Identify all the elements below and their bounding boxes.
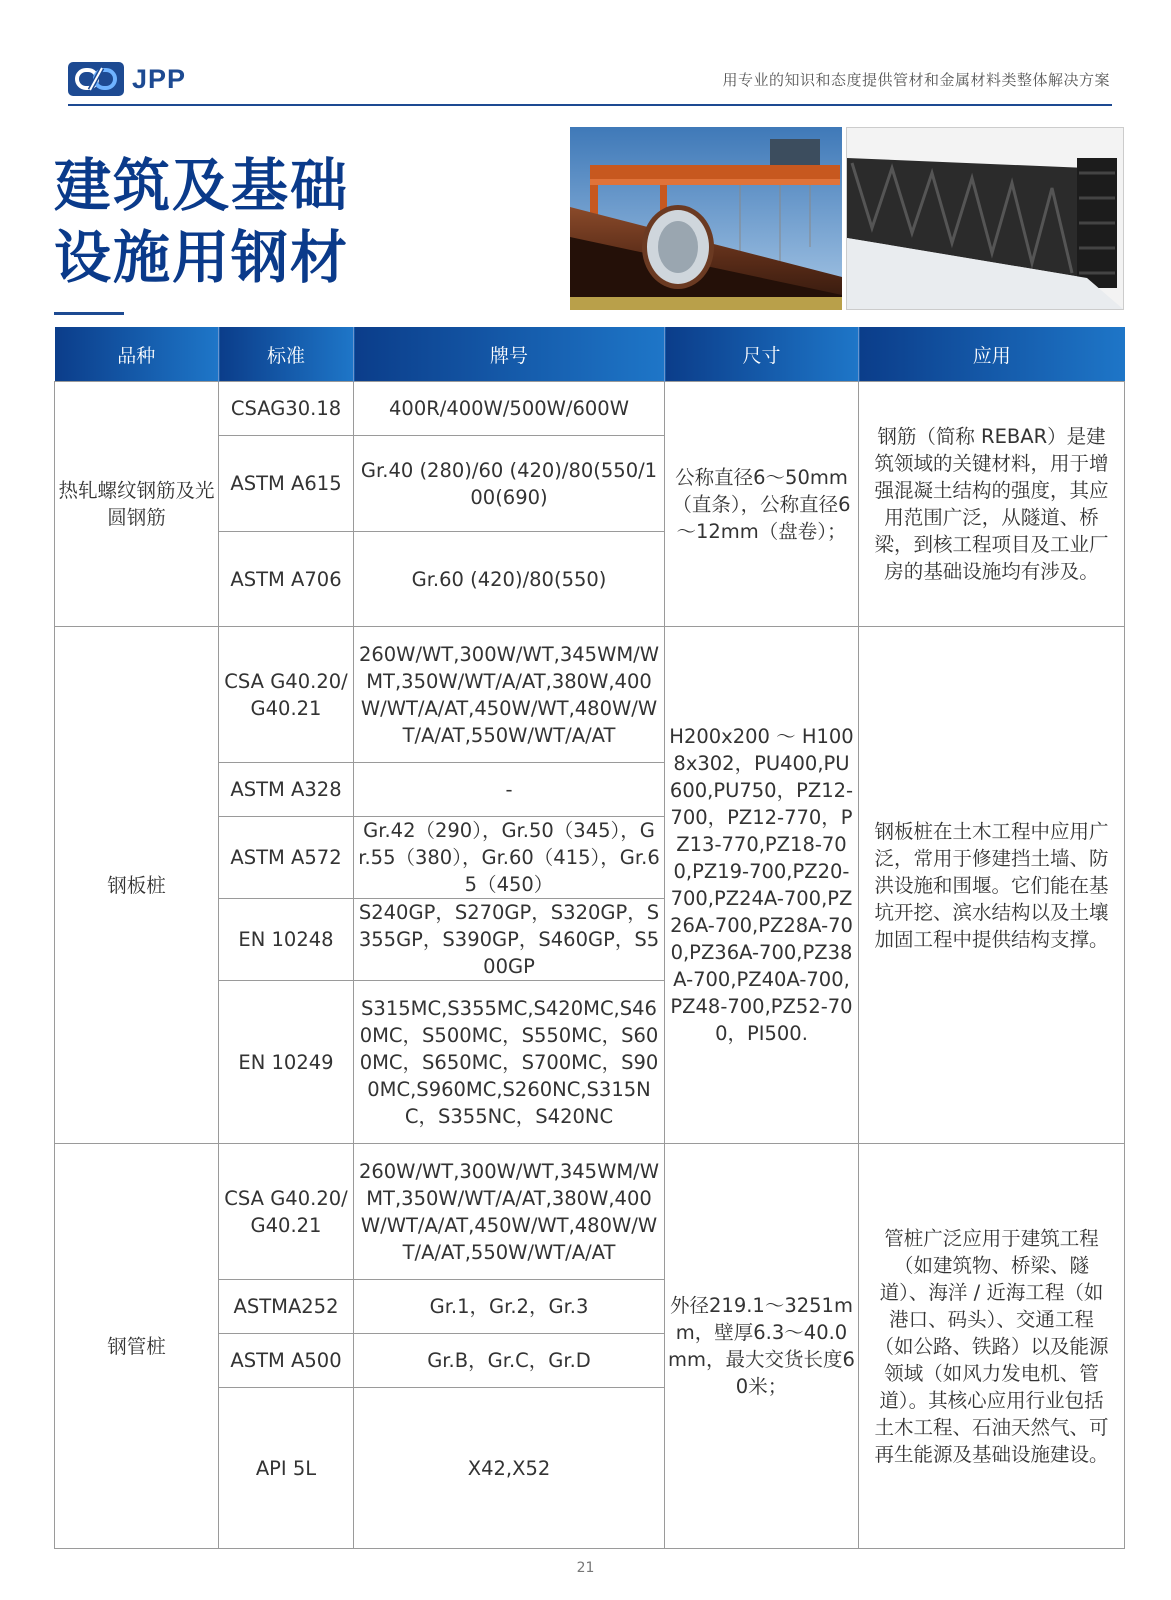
variety-cell: 钢管桩 <box>55 1144 219 1549</box>
standard-cell: ASTM A328 <box>219 763 354 817</box>
title-line-1: 建筑及基础 <box>54 153 349 219</box>
standard-cell: ASTM A500 <box>219 1334 354 1388</box>
header-variety: 品种 <box>55 327 219 382</box>
standard-cell: EN 10249 <box>219 981 354 1144</box>
grade-cell: Gr.60 (420)/80(550) <box>354 532 665 627</box>
grade-cell: - <box>354 763 665 817</box>
title-line-2: 设施用钢材 <box>54 225 349 291</box>
grade-cell: Gr.1，Gr.2，Gr.3 <box>354 1280 665 1334</box>
standard-cell: API 5L <box>219 1388 354 1549</box>
jpp-logo-icon <box>68 62 124 96</box>
size-cell: 外径219.1～3251mm，壁厚6.3～40.0mm，最大交货长度60米； <box>665 1144 859 1549</box>
table-row <box>55 627 1125 763</box>
grade-cell: S240GP，S270GP，S320GP，S355GP，S390GP，S460GP，S500GP <box>354 899 665 981</box>
size-cell: H200x200 ～ H1008x302，PU400,PU600,PU750，PZ12-700，PZ12-770，PZ13-770,PZ18-700,PZ19-700,PZ20-700,PZ24A-700,PZ26A-700,PZ28A-700,PZ36A-700,PZ38A-700,PZ40A-700,PZ48-700,PZ52-700，PI500. <box>665 627 859 1144</box>
grade-cell: 260W/WT,300W/WT,345WM/WMT,350W/WT/A/AT,380W,400W/WT/A/AT,450W/WT,480W/WT/A/AT,550W/WT/A/AT <box>354 1144 665 1280</box>
variety-cell: 钢板桩 <box>55 627 219 1144</box>
header-size: 尺寸 <box>665 327 859 382</box>
standard-cell: CSAG30.18 <box>219 382 354 436</box>
steel-spec-table <box>54 327 1125 1549</box>
page-number: 21 <box>576 1560 595 1576</box>
size-cell: 公称直径6～50mm（直条），公称直径6～12mm（盘卷）； <box>665 382 859 627</box>
application-cell: 钢板桩在土木工程中应用广泛，常用于修建挡土墙、防洪设施和围堰。它们能在基坑开挖、滨水结构以及土壤加固工程中提供结构支撑。 <box>859 627 1125 1144</box>
standard-cell: ASTMA252 <box>219 1280 354 1334</box>
header-standard: 标准 <box>219 327 354 382</box>
table-row <box>55 382 1125 436</box>
photo-sheet-piles <box>846 127 1124 310</box>
grade-cell: X42,X52 <box>354 1388 665 1549</box>
grade-cell: 400R/400W/500W/600W <box>354 382 665 436</box>
variety-cell: 热轧螺纹钢筋及光圆钢筋 <box>55 382 219 627</box>
title-underline <box>54 312 124 315</box>
header-divider <box>68 104 1112 106</box>
standard-cell: ASTM A572 <box>219 817 354 899</box>
page-header <box>68 60 1110 110</box>
grade-cell: Gr.42（290），Gr.50（345），Gr.55（380），Gr.60（415），Gr.65（450） <box>354 817 665 899</box>
header-application: 应用 <box>859 327 1125 382</box>
application-cell: 钢筋（简称 REBAR）是建筑领域的关键材料，用于增强混凝土结构的强度，其应用范围广泛，从隧道、桥梁，到核工程项目及工业厂房的基础设施均有涉及。 <box>859 382 1125 627</box>
standard-cell: EN 10248 <box>219 899 354 981</box>
table-header-row <box>55 327 1125 382</box>
table-row <box>55 1144 1125 1280</box>
grade-cell: Gr.B，Gr.C，Gr.D <box>354 1334 665 1388</box>
standard-cell: ASTM A706 <box>219 532 354 627</box>
application-cell: 管桩广泛应用于建筑工程（如建筑物、桥梁、隧道）、海洋 / 近海工程（如港口、码头）、交通工程（如公路、铁路）以及能源领域（如风力发电机、管道）。其核心应用行业包括土木工程、石油天然气、可再生能源及基础设施建设。 <box>859 1144 1125 1549</box>
grade-cell: S315MC,S355MC,S420MC,S460MC，S500MC，S550MC，S600MC，S650MC，S700MC，S900MC,S960MC,S260NC,S315NC，S355NC，S420NC <box>354 981 665 1144</box>
standard-cell: ASTM A615 <box>219 436 354 532</box>
grade-cell: Gr.40 (280)/60 (420)/80(550/100(690) <box>354 436 665 532</box>
brand-name: JPP <box>132 64 187 94</box>
header-grade: 牌号 <box>354 327 665 382</box>
grade-cell: 260W/WT,300W/WT,345WM/WMT,350W/WT/A/AT,380W,400W/WT/A/AT,450W/WT,480W/WT/A/AT,550W/WT/A/AT <box>354 627 665 763</box>
page-title <box>54 150 349 294</box>
standard-cell: CSA G40.20/ G40.21 <box>219 1144 354 1280</box>
standard-cell: CSA G40.20/ G40.21 <box>219 627 354 763</box>
photo-pipe-gantry-crane <box>570 127 842 310</box>
header-slogan: 用专业的知识和态度提供管材和金属材料类整体解决方案 <box>722 71 1110 89</box>
